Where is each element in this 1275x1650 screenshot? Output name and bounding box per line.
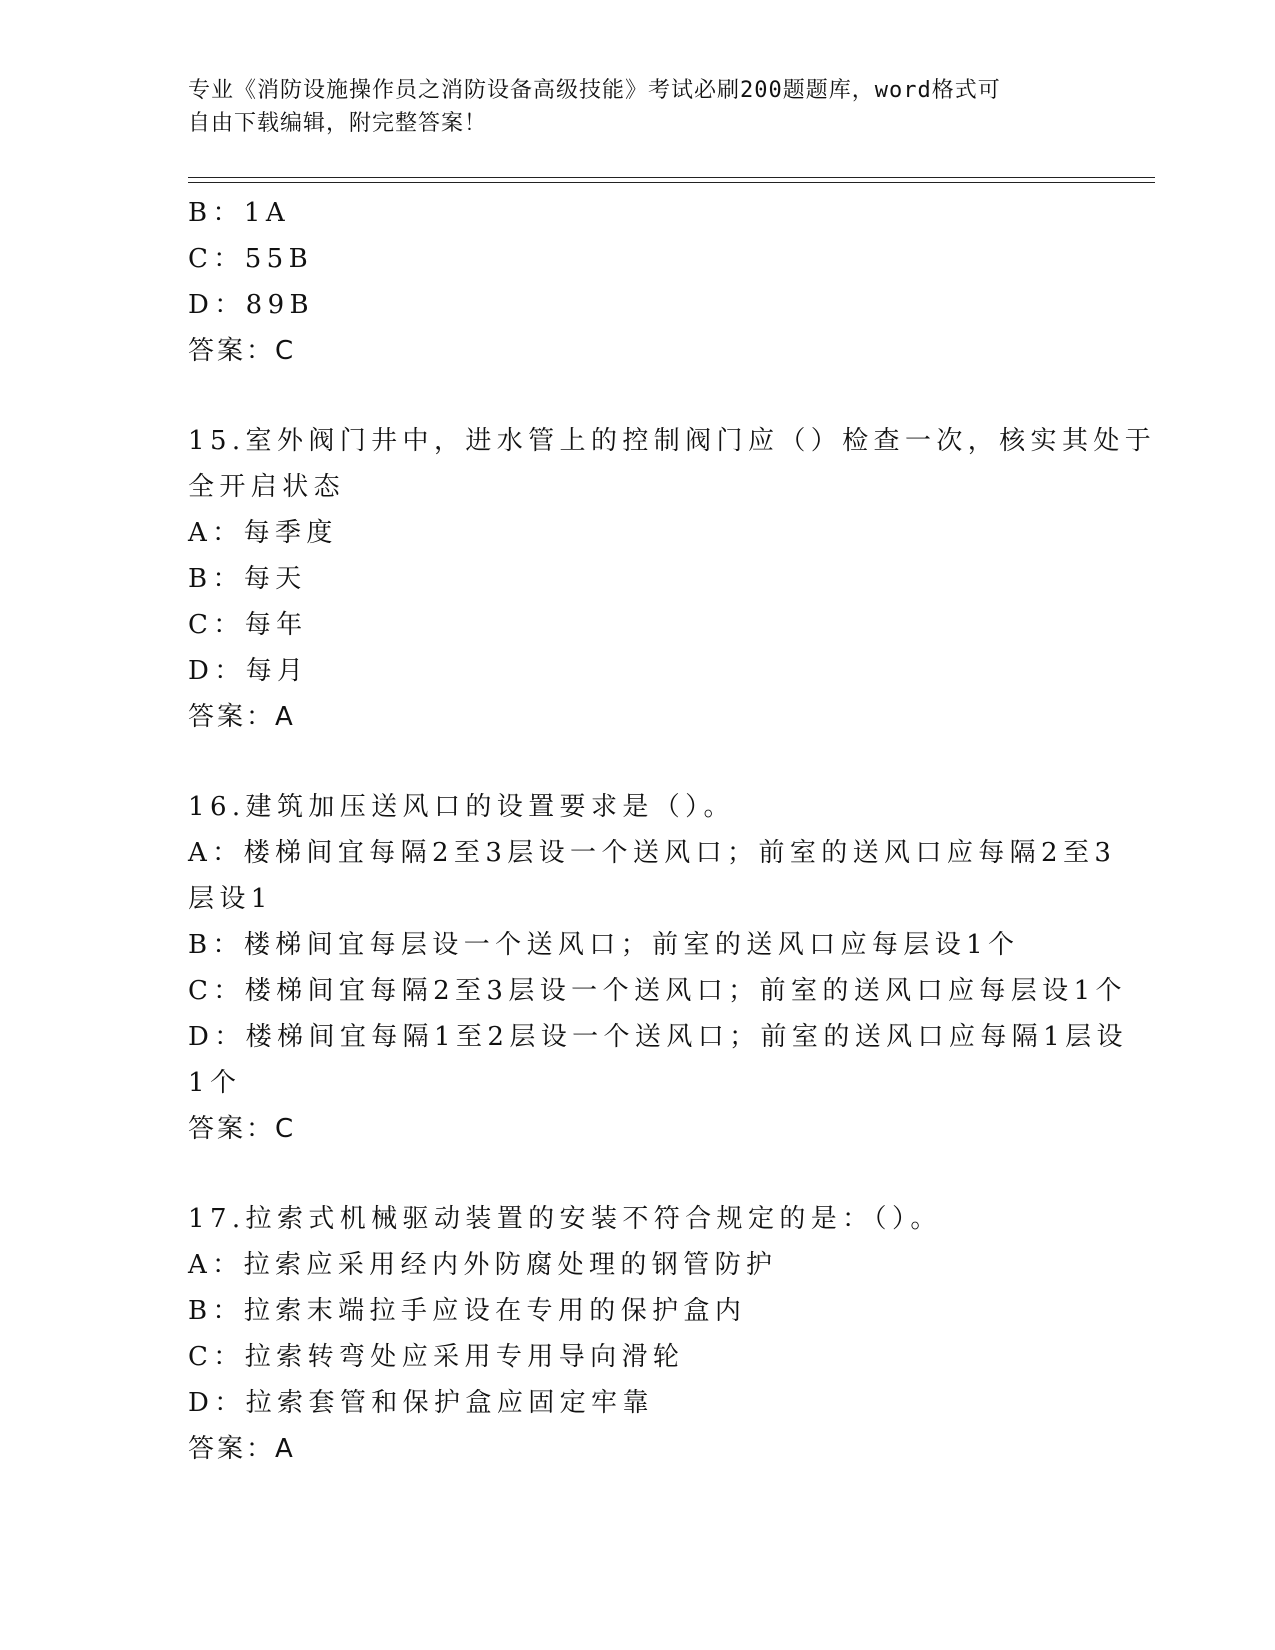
answer-line: 答案：A bbox=[188, 1434, 296, 1464]
option-a: A：楼梯间宜每隔2至3层设一个送风口；前室的送风口应每隔2至3 bbox=[188, 838, 1117, 868]
question-list bbox=[188, 190, 1157, 1472]
option-d: D：89B bbox=[188, 290, 315, 320]
option-d: D：每月 bbox=[188, 656, 309, 686]
answer-line: 答案：A bbox=[188, 702, 296, 732]
spacer bbox=[188, 740, 1088, 784]
option-c: C：拉索转弯处应采用专用导向滑轮 bbox=[188, 1342, 685, 1372]
answer-line: 答案：C bbox=[188, 336, 297, 366]
option-c: C：55B bbox=[188, 244, 314, 274]
option-c: C：楼梯间宜每隔2至3层设一个送风口；前室的送风口应每层设1个 bbox=[188, 976, 1127, 1006]
option-d-continued: 1个 bbox=[188, 1068, 242, 1098]
spacer bbox=[188, 1152, 1088, 1196]
question-block-16 bbox=[188, 784, 1128, 1152]
header-rule-top bbox=[188, 177, 1155, 178]
question-block-partial bbox=[188, 190, 1088, 374]
question-stem: 16.建筑加压送风口的设置要求是（）。 bbox=[188, 792, 735, 822]
option-d: D：楼梯间宜每隔1至2层设一个送风口；前室的送风口应每隔1层设 bbox=[188, 1022, 1128, 1052]
option-b: B：楼梯间宜每层设一个送风口；前室的送风口应每层设1个 bbox=[188, 930, 1020, 960]
header-line-2: 自由下载编辑，附完整答案！ bbox=[188, 111, 488, 136]
option-a-continued: 层设1 bbox=[188, 884, 273, 914]
option-b: B：每天 bbox=[188, 564, 307, 594]
question-stem-continued: 全开启状态 bbox=[188, 472, 346, 502]
option-a: A：每季度 bbox=[188, 518, 338, 548]
question-stem: 17.拉索式机械驱动装置的安装不符合规定的是：（）。 bbox=[188, 1204, 942, 1234]
option-a: A：拉索应采用经内外防腐处理的钢管防护 bbox=[188, 1250, 778, 1280]
question-stem: 15.室外阀门井中，进水管上的控制阀门应（）检查一次，核实其处于 bbox=[188, 426, 1157, 456]
spacer bbox=[188, 374, 1088, 418]
answer-line: 答案：C bbox=[188, 1114, 297, 1144]
question-block-17 bbox=[188, 1196, 1088, 1472]
option-d: D：拉索套管和保护盒应固定牢靠 bbox=[188, 1388, 654, 1418]
option-b: B：1A bbox=[188, 198, 291, 228]
question-block-15 bbox=[188, 418, 1157, 740]
document-header bbox=[188, 74, 1068, 140]
option-b: B：拉索末端拉手应设在专用的保护盒内 bbox=[188, 1296, 747, 1326]
header-rule-bottom bbox=[188, 182, 1155, 183]
option-c: C：每年 bbox=[188, 610, 308, 640]
header-line-1: 专业《消防设施操作员之消防设备高级技能》考试必刷200题题库，word格式可 bbox=[188, 78, 1001, 103]
